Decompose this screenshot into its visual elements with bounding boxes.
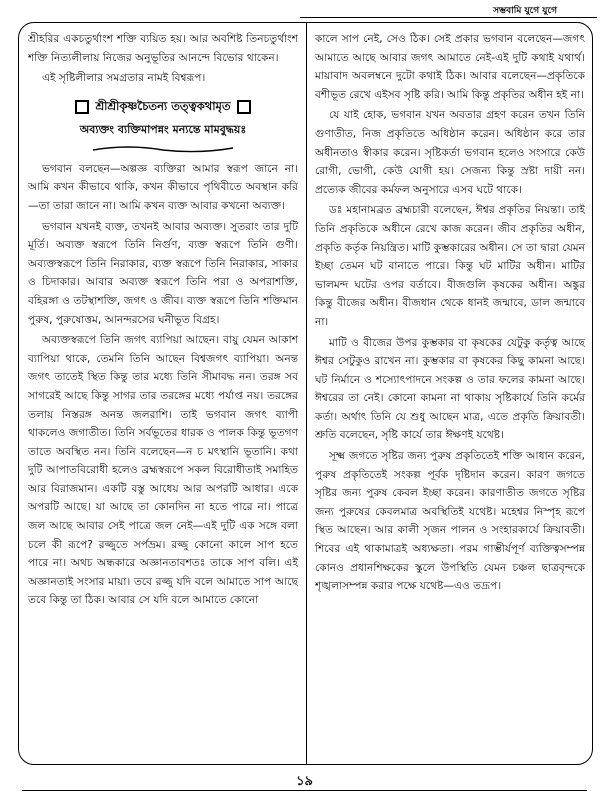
body-paragraph: ভগবান যখনই ব্যক্ত, তখনই আবার অব্যক্ত। সুতরাং তার দুটি মূর্তি। অব্যক্ত স্বরূপে তিনি নির্গুণ, ব্যক্ত স্বরূপে তিনি গুণী। অব্যক্তস্বরূপে তিনি নিরাকার, ব্যক্ত স্বরূপে তিনি নিরাকার, সাকার ও চিদাকার। আবার অব্যক্ত স্বরূপে তিনি পরা ও অপরাশক্তি, বহিরঙ্গা ও তটস্থাশক্তি, জগৎ ও জীব। ব্যক্ত স্বরূপে তিনি শক্তিমান পুরুষ, পুরুষোত্তম, আনন্দরসের ঘনীভূত বিগ্রহ। — [28, 220, 298, 326]
body-paragraph: মাটি ও বীজের উপর কুম্ভকার বা কৃষকের যেটুকু কর্তৃত্ব আছে ঈশ্বর সেটুকুও রাখেন না। কুম্ভকার বা কৃষকের কিছু কামনা আছে। ঘট নির্মানে ও শস্যোৎপাদনে সংকল্প ও তার ফলের কামনা আছে। ঈশ্বরের তা নেই। কোনো কামনা না থাকায় সৃষ্টিকার্যে তিনি কর্মের কর্তা। অর্থাৎ তিনি যে শুধু আছেন মাত্র, এতে প্রকৃতি ক্রিয়াবতী। শ্রুতি বলেছেন, সৃষ্টি কার্যে তার ঈক্ষণই যথেষ্ট। — [315, 336, 585, 442]
running-header — [300, 4, 597, 16]
flourish-ornament-icon — [88, 144, 238, 154]
page-number: ১৯ — [296, 774, 313, 789]
left-column — [28, 30, 298, 751]
body-paragraph: অব্যক্তস্বরূপে তিনি জগৎ ব্যাপিয়া আছেন। বায়ু যেমন আকাশ ব্যাপিয়া থাকে, তেমনি তিনি আছেন বিশ্বজগৎ ব্যাপিয়া। অনন্ত জগৎ তাতেই স্থিত কিন্তু তার মধ্যে তিনি সীমাবদ্ধ নন। তরঙ্গ সব সাগরেই আছে কিন্তু সাগর তার তরঙ্গের মধ্যে পর্যাপ্ত নয়। তরঙ্গের তলায় নিস্তরঙ্গ অনন্ত জলরাশি। তাই ভগবান জগৎ ব্যাপী থাকলেও জগাতীত। তিনি সর্বভূতের ধারক ও পালক কিন্তু ভূতগণ তাতে অবস্থিত নন। তিনি বলেছেন—ন চ মৎস্থানি ভূতানি। কথা দুটি আপাতবিরোধী হলেও ব্রহ্মস্বরূপে সকল বিরোধীতাই সমাহিত আর বিরাজমান। একটি বস্তু আধেয় আর অপরটি আধার। একে অপরটি আছে। যা আছে তা কোনদিন না হতে পারে না। পাত্রে জল আছে আবার সেই পাত্রে জল নেই—এই দুটি এক সঙ্গে বলা চলে কী রূপে? রজ্জুতে সর্পভ্রম। রজ্জু কোনো কালে সাপ হতে পারে না। অথচ অন্ধকারে অজ্ঞানতাবশতঃ তাকে সাপ বলি। এই অজ্ঞানতাই সংসার মায়া। তবে রজ্জু যদি বলে আমাতে সাপ আছে তবে কিন্তু তা ঠিক। আবার সে যদি বলে আমাতে কোনো — [28, 334, 298, 607]
section-heading — [28, 98, 298, 117]
body-paragraph: সূক্ষ্ম জগতে সৃষ্টির জন্য পুরুষ প্রকৃতিতেই শক্তি আধান করেন, পুরুষ প্রকৃতিতেই সংকল্প পূর্বক দৃষ্টিদান করেন। কারণ জগতে সৃষ্টির জন্য পুরুষ কেবল ইচ্ছা করেন। কারণাতীত জগতে সৃষ্টির জন্য পুরুষের কেবলমাত্র অবস্থিতিই যথেষ্ট। মহেশ্বর নিস্পৃহ রূপে স্থিত আছেন। আর কালী সৃজন পালন ও সংহারকার্যে ক্রিয়াবতী। শিবের এই থাকামাত্রই অধ্যক্ষতা। পরম গাম্ভীর্যপূর্ণ ব্যক্তিত্বসম্পন্ন কোনও প্রধানশিক্ষকের স্কুলে উপস্থিতি যেমন চঞ্চল ছাত্রবৃন্দকে শৃঙ্খলাসম্পন্ন করার পক্ষে যথেষ্ট—এও তদ্রূপ। — [315, 450, 585, 593]
footer-rule — [22, 790, 587, 791]
body-paragraph: ভগবান বলছেন—অল্পজ্ঞ ব্যক্তিরা আমার স্বরূপ জানে না। আমি কখন কীভাবে থাকি, কখন কীভাবে পৃথিবীতে অবস্থান করি—তা তারা জানে না। আমি কখন ব্যক্ত আবার কখনো অব্যক্ত। — [28, 162, 298, 212]
sanskrit-mantra: অব্যক্তং ব্যক্তিমাপন্নং মন্যন্তে মামবুদ্ধয়ঃ — [79, 122, 247, 136]
section-title: শ্রীশ্রীকৃষ্ণচৈতন্য তত্ত্বকথামৃত — [95, 98, 231, 113]
body-paragraph: যে যাই হোক, ভগবান যখন অবতার গ্রহণ করেন তখন তিনি গুণাতীত, নিজ প্রকৃতিতে অধিষ্ঠান করেন। অধিষ্ঠান করে তার অধীনতাও স্বীকার করেন। সৃষ্টিকর্তা ভগবান হলেও সংসারে কেউ রোগী, ভোগী, কেউ যোগী হয়। সেজন্য কিন্তু স্রষ্টা দায়ী নন। প্রত্যেক জীবের কর্মফল অনুসারে এসব ঘটে থাকে। — [315, 109, 585, 196]
header-rule — [300, 17, 597, 18]
intro-paragraph: এই সৃষ্টিলীলার সমগ্রতার নামই বিশ্বরূপ। — [42, 72, 206, 85]
checkbox-square-icon — [237, 100, 251, 114]
body-paragraph: ডঃ মহানামব্রত ব্রহ্মচারী বলেছেন, ঈশ্বর প্রকৃতির নিয়ন্তা। তাই তিনি প্রকৃতিকে অধীনে রেখে কাজ করেন। জীব প্রকৃতির অধীন, প্রকৃতি কর্তৃক নিয়ন্ত্রিত। মাটি কুম্ভকারের অধীন। সে তা দ্বারা যেমন ইচ্ছা তেমন ঘট বানাতে পারে। কিন্তু ঘট মাটির অধীন। মাটির ভালমন্দ ঘটের ওপর বর্তাবে। বীজগুলি কৃষকের অধীন। অঙ্কুর কিন্তু বীজের অধীন। বীজধান থেকে ধানই জন্মাবে, ডাল জন্মাবে না। — [315, 204, 585, 328]
running-header-title: সম্ভবামি যুগে যুগে — [493, 6, 557, 16]
body-paragraph: কালে সাপ নেই, সেও ঠিক। সেই প্রকার ভগবান বলেছেন—জগৎ আমাতে আছে আবার জগৎ আমাতে নেই-এই দুটি কথাই যথার্থ। মায়াবাদ অবলম্বনে দুটো কথাই ঠিক। আবার বলেছেন—প্রকৃতিকে বশীভূত রেখে এইসব সৃষ্টি করি। আমি কিন্তু প্রকৃতির অধীন হই না। — [315, 33, 585, 101]
right-column — [315, 30, 585, 751]
column-divider — [306, 22, 307, 765]
checkbox-square-icon — [75, 100, 89, 114]
page-frame — [18, 22, 593, 765]
intro-paragraph: শ্রীহরির একচতুর্থাংশ শক্তি ব্যয়িত হয়। আর অবশিষ্ট তিনচতুর্থাংশ শক্তি নিত্যলীলায় নিজের অনুভূতির আনন্দে বিভোর থাকেন। — [28, 33, 298, 64]
